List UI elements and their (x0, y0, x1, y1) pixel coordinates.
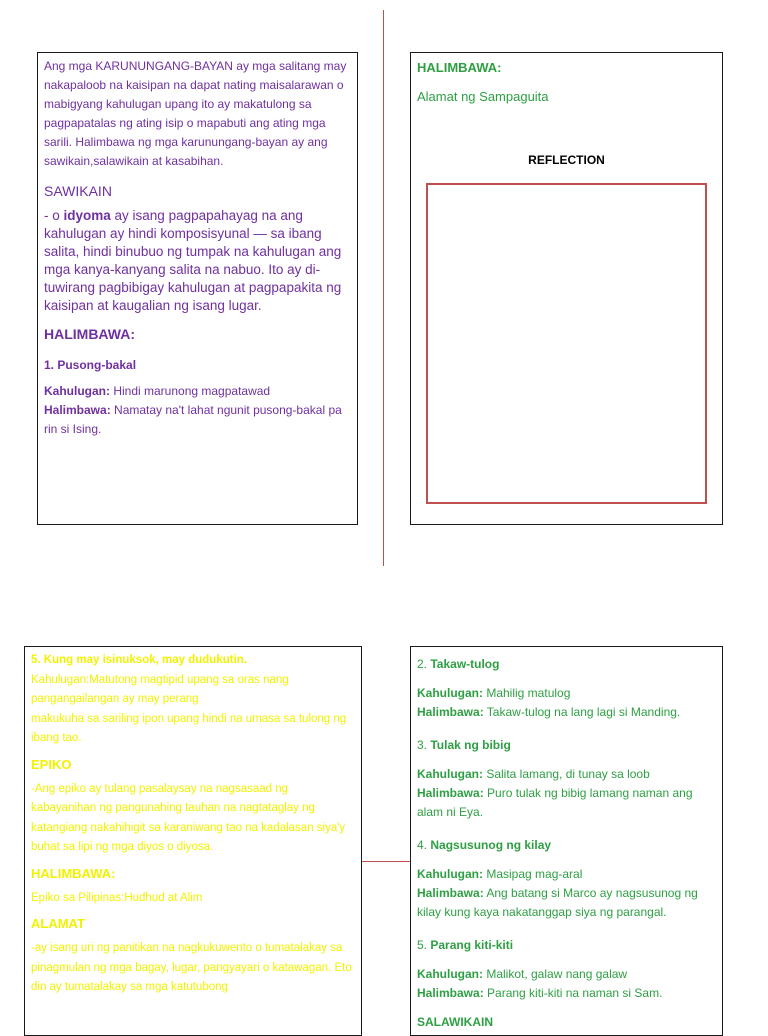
halimbawa-line: Halimbawa: Ang batang si Marco ay nagsusunog ng kilay kung kaya nakatanggap siya ng parangal. (417, 886, 698, 919)
halimbawa-line: Halimbawa: Parang kiti-kiti na naman si Sam. (417, 986, 663, 1000)
example-item-title: 1. Pusong-bakal (44, 358, 137, 372)
sawikain-examples-card (410, 646, 723, 1036)
sawikain-heading: SAWIKAIN (44, 183, 112, 199)
epiko-definition: -Ang epiko ay tulang pasalaysay na nagsasaad ng kabayanihan ng pangunahing tauhan na nagtataglay ng katangiang nakahihigit sa karaniwang tao na kadalasan siya'y buhat sa lipi ng mga diyos o diyosa. (31, 782, 346, 853)
example-item-title: 2. Takaw-tulog (417, 657, 500, 671)
example-item-title: 4. Nagsusunog ng kilay (417, 838, 552, 852)
halimbawa-heading: HALIMBAWA: (31, 865, 116, 881)
alamat-heading: ALAMAT (31, 916, 85, 931)
reflection-card (410, 52, 723, 525)
halimbawa-heading: HALIMBAWA: (44, 326, 135, 342)
kahulugan-line: Kahulugan: Masipag mag-aral (417, 867, 583, 881)
epiko-alamat-card (24, 646, 362, 1036)
karunungang-bayan-card (37, 52, 358, 525)
epiko-example: Epiko sa Pilipinas:Hudhud at Alim (31, 891, 203, 904)
halimbawa-heading: HALIMBAWA: (417, 60, 502, 75)
vertical-divider-line (383, 10, 384, 566)
example-item-title: 5. Parang kiti-kiti (417, 938, 514, 952)
kahulugan-line: Kahulugan: Malikot, galaw nang galaw (417, 967, 628, 981)
halimbawa-line: Halimbawa: Namatay na't lahat ngunit pusong-bakal pa rin si Ising. (44, 403, 342, 436)
alamat-title: Alamat ng Sampaguita (417, 89, 549, 104)
idyoma-term: idyoma (63, 208, 111, 223)
kahulugan-line: Kahulugan: Mahilig matulog (417, 686, 571, 700)
alamat-definition: -ay isang uri ng panitikan na nagkukuwento o tumatalakay sa pinagmulan ng mga bagay, lugar, pangyayari o katawagan. Eto din ay tumatalakay sa mga katutubong (31, 942, 352, 993)
karunungang-bayan-term: KARUNUNGANG-BAYAN (95, 59, 233, 73)
salawikain-heading: SALAWIKAIN (417, 1015, 493, 1029)
halimbawa-line: Halimbawa: Puro tulak ng bibig lamang naman ang alam ni Eya. (417, 786, 693, 819)
reflection-frame (426, 183, 707, 504)
kahulugan-line-continued: makukuha sa sariling ipon upang hindi na umasa sa tulong ng ibang tao. (31, 712, 347, 744)
epiko-heading: EPIKO (31, 756, 72, 772)
halimbawa-line: Halimbawa: Takaw-tulog na lang lagi si Manding. (417, 705, 681, 719)
example-item-title: 3. Tulak ng bibig (417, 738, 511, 752)
kahulugan-line: Kahulugan:Matutong magtipid upang sa oras nang pangangailangan ay may perang (31, 673, 289, 705)
reflection-label: REFLECTION (528, 153, 605, 167)
horizontal-connector-line (362, 861, 410, 862)
salawikain-item-5: 5. Kung may isinuksok, may dudukutin. (31, 654, 247, 666)
intro-paragraph: Ang mga KARUNUNGANG-BAYAN ay mga salitang may nakapaloob na kaisipan na dapat nating maisalarawan o mabigyang kahulugan upang ito ay makatulong sa pagpapatalas ng ating isip o mapabuti ang ating mga sarili. Halimbawa ng mga karunungang-bayan ay ang sawikain,salawikain at kasabihan. (44, 59, 347, 168)
sawikain-definition: - o idyoma ay isang pagpapahayag na ang kahulugan ay hindi komposisyunal — sa ibang salita, hindi binubuo ng tumpak na kahulugan ang mga kanya-kanyang salita na nabuo. Ito ay di-tuwirang pagbibigay kahulugan at pagpapakita ng kaisipan at kaugalian ng isang lugar. (44, 208, 342, 313)
kahulugan-line: Kahulugan: Salita lamang, di tunay sa loob (417, 767, 650, 781)
kahulugan-line: Kahulugan: Hindi marunong magpatawad (44, 384, 271, 398)
